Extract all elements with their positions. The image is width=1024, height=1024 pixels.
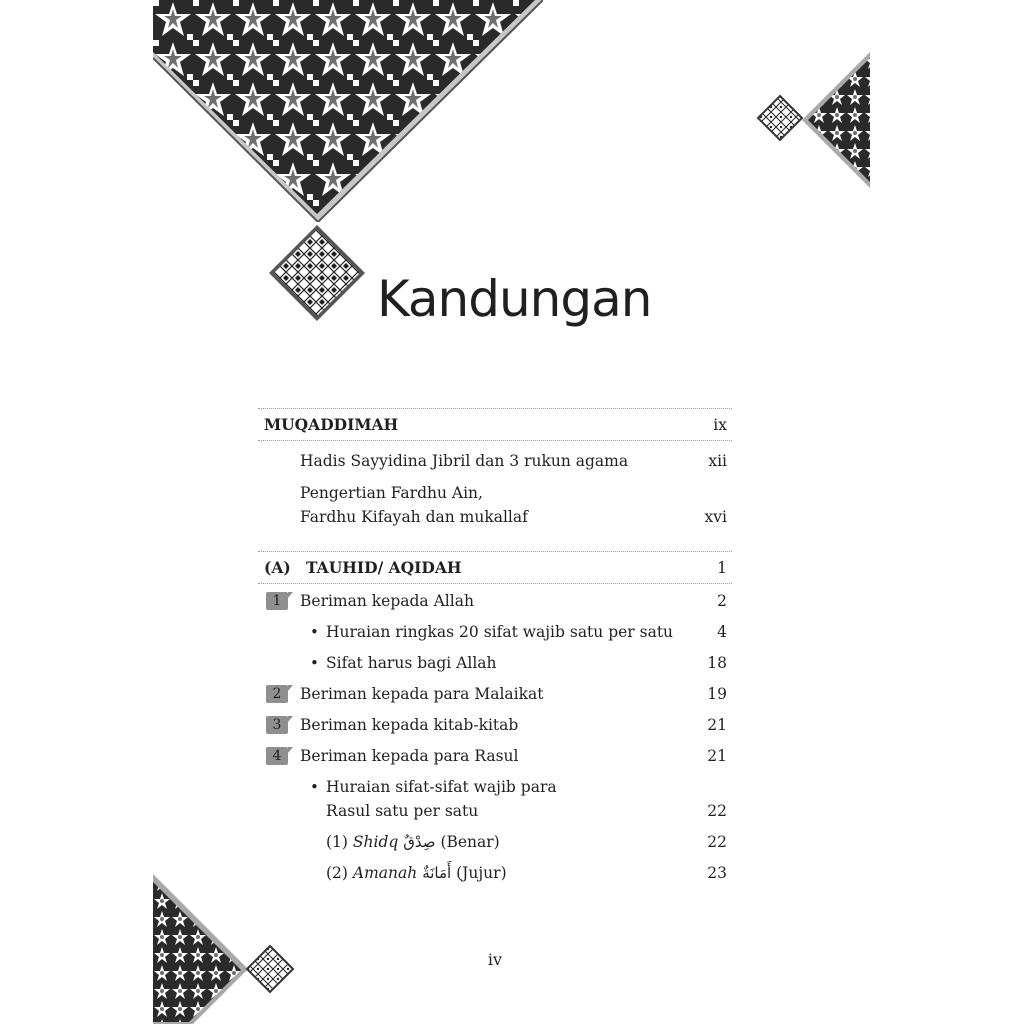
toc-entry[interactable] — [258, 449, 732, 473]
right-geometric-ornament — [756, 52, 870, 188]
chapter-number-badge: 4 — [266, 747, 288, 765]
entry-label: Hadis Sayyidina Jibril dan 3 rukun agama — [300, 452, 629, 470]
bullet-icon: • — [310, 623, 319, 641]
entry-label: (2) Amanah أَمَانَةٌ (Jujur) — [326, 864, 507, 882]
bullet-icon: • — [310, 654, 319, 672]
chapter-number-badge: 2 — [266, 685, 288, 703]
entry-label: Huraian ringkas 20 sifat wajib satu per satu — [326, 623, 674, 641]
page-number: 19 — [707, 685, 727, 703]
page-number: 21 — [707, 716, 727, 734]
page-number: 1 — [717, 558, 727, 577]
entry-label: Beriman kepada para Malaikat — [300, 685, 544, 703]
entry-label: Pengertian Fardhu Ain, Fardhu Kifayah dan mukallaf — [300, 484, 528, 526]
toc-bullet-entry[interactable] — [258, 775, 732, 823]
top-geometric-ornament — [153, 0, 543, 222]
chapter-number-badge: 3 — [266, 716, 288, 734]
page-number: xvi — [704, 508, 727, 526]
chapter-number-badge: 1 — [266, 592, 288, 610]
toc-section-muqaddimah[interactable] — [258, 408, 732, 441]
toc-section-a[interactable] — [258, 551, 732, 584]
page-number: 23 — [707, 864, 727, 882]
title-diamond-ornament — [268, 224, 366, 322]
toc-bullet-entry[interactable] — [258, 651, 732, 675]
page-number: 4 — [717, 623, 727, 641]
page-number: 18 — [707, 654, 727, 672]
bullet-icon: • — [310, 778, 319, 796]
section-label: TAUHID/ AQIDAH — [306, 558, 462, 577]
page-number: xii — [708, 452, 727, 470]
page-number: 2 — [717, 592, 727, 610]
toc-chapter[interactable] — [258, 682, 732, 706]
page-number: 22 — [707, 833, 727, 851]
entry-label: Sifat harus bagi Allah — [326, 654, 497, 672]
toc-chapter[interactable] — [258, 713, 732, 737]
page-number: 21 — [707, 747, 727, 765]
toc-entry[interactable] — [258, 481, 732, 529]
table-of-contents — [258, 408, 732, 885]
toc-sub-entry[interactable] — [258, 830, 732, 854]
toc-chapter[interactable] — [258, 589, 732, 613]
section-label: MUQADDIMAH — [264, 415, 399, 434]
section-prefix: (A) — [264, 558, 291, 577]
footer-page-number: iv — [487, 950, 503, 969]
entry-label: Beriman kepada Allah — [300, 592, 474, 610]
arabic-term: أَمَانَةٌ — [422, 864, 452, 882]
entry-label: Beriman kepada kitab-kitab — [300, 716, 519, 734]
page-title: Kandungan — [377, 270, 652, 328]
toc-bullet-entry[interactable] — [258, 620, 732, 644]
page-number: 22 — [707, 802, 727, 820]
entry-label: Beriman kepada para Rasul — [300, 747, 519, 765]
toc-sub-entry[interactable] — [258, 861, 732, 885]
entry-label: (1) Shidq صِدْقٌ (Benar) — [326, 833, 500, 851]
arabic-term: صِدْقٌ — [403, 833, 436, 851]
bottom-geometric-ornament — [153, 874, 295, 1024]
page-number: ix — [713, 415, 727, 434]
toc-chapter[interactable] — [258, 744, 732, 768]
entry-label: Huraian sifat-sifat wajib para Rasul satu per satu — [326, 778, 557, 820]
